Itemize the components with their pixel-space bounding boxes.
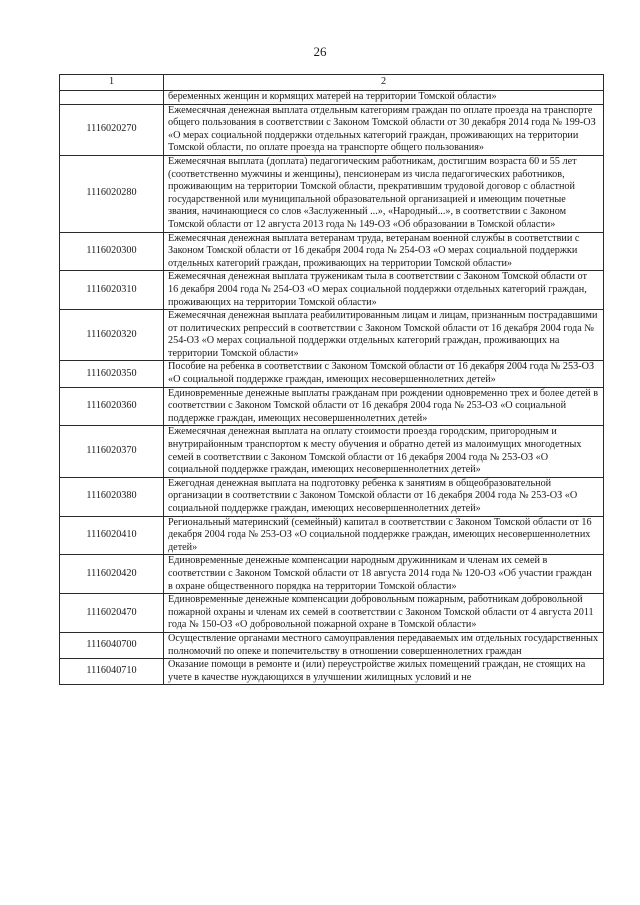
table-row xyxy=(60,426,604,477)
description-cell: Ежегодная денежная выплата на подготовку ребенка к занятиям в общеобразовательной организации в соответствии с Законом Томской области от 16 декабря 2004 года № 253-ОЗ «О социальной поддержке граждан, имеющих несовершеннолетних детей» xyxy=(164,477,604,516)
description-cell: Единовременные денежные компенсации народным дружинникам и членам их семей в соответствии с Законом Томской области от 18 августа 2014 года № 120-ОЗ «Об участии граждан в охране общественного порядка на территории Томской области» xyxy=(164,555,604,594)
code-cell: 1116020380 xyxy=(60,477,164,516)
code-cell: 1116020360 xyxy=(60,387,164,426)
code-cell: 1116020270 xyxy=(60,104,164,155)
description-cell: Ежемесячная выплата (доплата) педагогическим работникам, достигшим возраста 60 и 55 лет (соответственно мужчины и женщины), пенсионерам из числа педагогических работников, проживающим на территории Томской области, прекратившим трудовой договор с областной государственной или муниципальной образовательной организацией и имеющим почетные звания, начинающиеся со слов «Заслуженный ...», «Народный...», в соответствии с Законом Томской области от 12 августа 2013 года № 149-ОЗ «Об образовании в Томской области» xyxy=(164,155,604,232)
description-cell: Ежемесячная денежная выплата отдельным категориям граждан по оплате проезда на транспорте общего пользования в соответствии с Законом Томской области от 30 декабря 2014 года № 199-ОЗ «О мерах социальной поддержки отдельных категорий граждан, проживающих на территории Томской области, по оплате проезда на транспорте общего пользования» xyxy=(164,104,604,155)
code-cell: 1116020420 xyxy=(60,555,164,594)
table-row xyxy=(60,155,604,232)
table-row xyxy=(60,555,604,594)
description-cell: Ежемесячная денежная выплата на оплату стоимости проезда городским, пригородным и внутрирайонным транспортом к месту обучения и обратно детей из малоимущих многодетных семей в соответствии с Законом Томской области от 16 декабря 2004 года № 253-ОЗ «О социальной поддержке граждан, имеющих несовершеннолетних детей» xyxy=(164,426,604,477)
description-cell: Ежемесячная денежная выплата ветеранам труда, ветеранам военной службы в соответствии с Законом Томской области от 16 декабря 2004 года № 254-ОЗ «О мерах социальной поддержки отдельных категорий граждан, проживающих на территории Томской области» xyxy=(164,232,604,271)
description-cell: Ежемесячная денежная выплата труженикам тыла в соответствии с Законом Томской области от 16 декабря 2004 года № 254-ОЗ «О мерах социальной поддержки отдельных категорий граждан, проживающих на территории Томской области» xyxy=(164,271,604,310)
code-cell: 1116020280 xyxy=(60,155,164,232)
code-cell: 1116020470 xyxy=(60,594,164,633)
table-row xyxy=(60,104,604,155)
table-row xyxy=(60,632,604,658)
description-cell: Ежемесячная денежная выплата реабилитированным лицам и лицам, признанным пострадавшими от политических репрессий в соответствии с Законом Томской области от 16 декабря 2004 года № 254-ОЗ «О мерах социальной поддержки отдельных категорий граждан, проживающих на территории Томской области» xyxy=(164,310,604,361)
document-table xyxy=(59,74,604,685)
code-cell: 1116020370 xyxy=(60,426,164,477)
table-row xyxy=(60,659,604,685)
table-row xyxy=(60,310,604,361)
code-cell: 1116020350 xyxy=(60,361,164,387)
table-row xyxy=(60,91,604,105)
code-cell: 1116020410 xyxy=(60,516,164,555)
table-row xyxy=(60,361,604,387)
description-cell: Единовременные денежные компенсации добровольным пожарным, работникам добровольной пожарной охраны и членам их семей в соответствии с Законом Томской области от 4 августа 2011 года № 150-ОЗ «О добровольной пожарной охране в Томской области» xyxy=(164,594,604,633)
description-cell: Единовременные денежные выплаты гражданам при рождении одновременно трех и более детей в соответствии с Законом Томской области от 16 декабря 2004 года № 253-ОЗ «О социальной поддержке граждан, имеющих несовершеннолетних детей» xyxy=(164,387,604,426)
table-row xyxy=(60,477,604,516)
table-row xyxy=(60,387,604,426)
description-cell: Пособие на ребенка в соответствии с Законом Томской области от 16 декабря 2004 года № 253-ОЗ «О социальной поддержке граждан, имеющих несовершеннолетних детей» xyxy=(164,361,604,387)
page-number: 26 xyxy=(313,44,327,59)
column-header-description: 2 xyxy=(164,75,604,91)
code-cell: 1116040700 xyxy=(60,632,164,658)
code-cell xyxy=(60,91,164,105)
table-row xyxy=(60,516,604,555)
column-header-code: 1 xyxy=(60,75,164,91)
table-row xyxy=(60,594,604,633)
description-cell: беременных женщин и кормящих матерей на территории Томской области» xyxy=(164,91,604,105)
table-header-row xyxy=(60,75,604,91)
description-cell: Региональный материнский (семейный) капитал в соответствии с Законом Томской области от 16 декабря 2004 года № 253-ОЗ «О социальной поддержке граждан, имеющих несовершеннолетних детей» xyxy=(164,516,604,555)
code-cell: 1116040710 xyxy=(60,659,164,685)
code-cell: 1116020310 xyxy=(60,271,164,310)
code-cell: 1116020320 xyxy=(60,310,164,361)
description-cell: Осуществление органами местного самоуправления передаваемых им отдельных государственных полномочий по опеке и попечительству в отношении совершеннолетних граждан xyxy=(164,632,604,658)
table-row xyxy=(60,232,604,271)
table-row xyxy=(60,271,604,310)
description-cell: Оказание помощи в ремонте и (или) переустройстве жилых помещений граждан, не стоящих на учете в качестве нуждающихся в улучшении жилищных условий и не xyxy=(164,659,604,685)
code-cell: 1116020300 xyxy=(60,232,164,271)
